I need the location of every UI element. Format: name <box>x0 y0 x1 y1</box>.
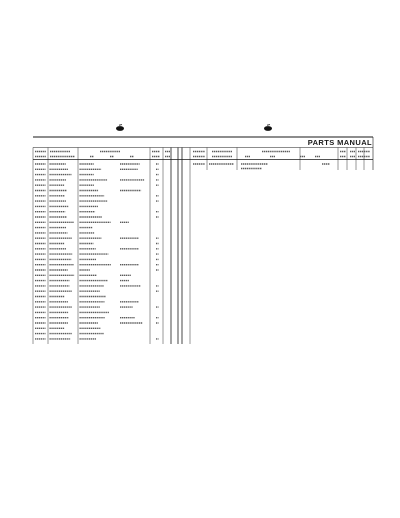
ink-blot-left <box>116 126 124 131</box>
ink-blot-right-tick <box>267 125 270 126</box>
page-title: PARTS MANUAL <box>307 138 372 147</box>
ink-blot-left-tick <box>119 125 122 126</box>
ink-blot-right <box>264 126 272 131</box>
illegible-entries <box>35 152 370 339</box>
